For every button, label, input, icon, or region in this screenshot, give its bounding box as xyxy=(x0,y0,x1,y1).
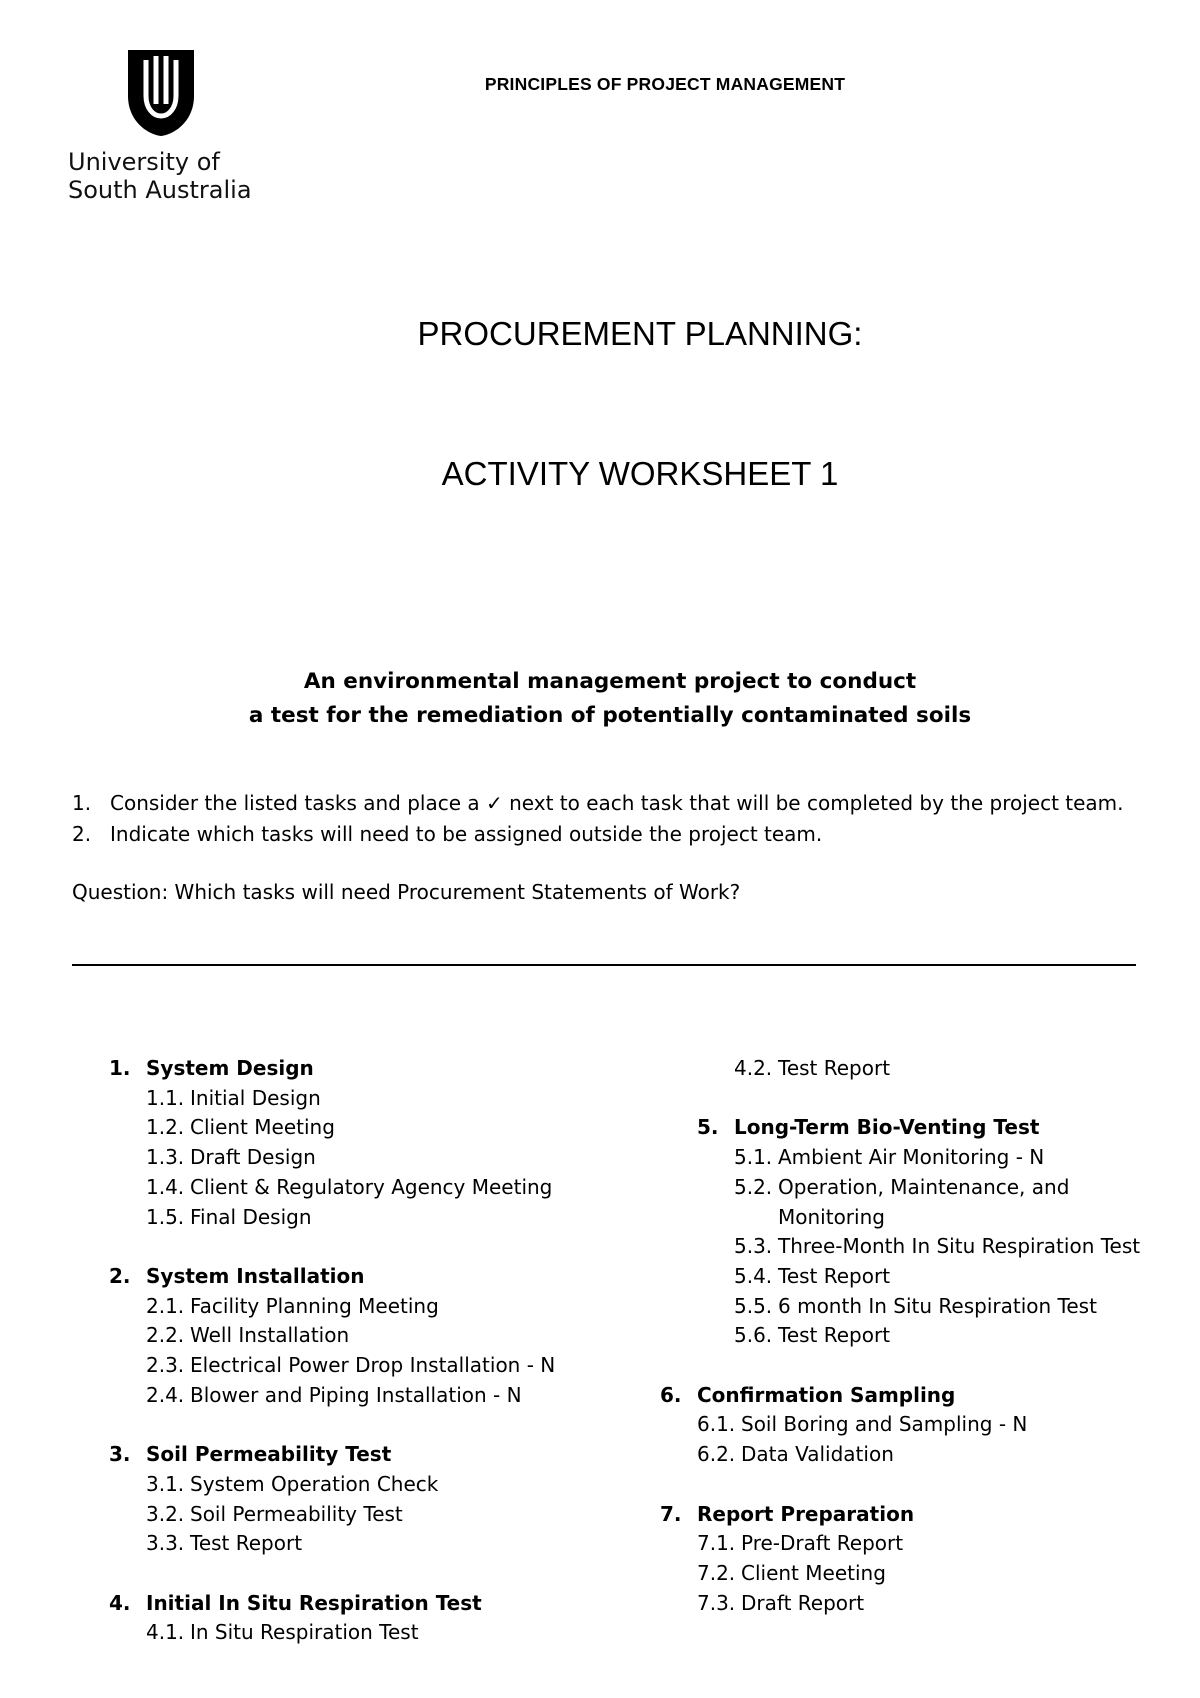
section-title: Report Preparation xyxy=(697,1501,915,1526)
task-number: 2.3. xyxy=(146,1353,185,1378)
section-heading xyxy=(109,1440,649,1470)
instruction-text: Consider the listed tasks and place a ✓ next to each task that will be completed by the project team. xyxy=(110,791,1124,815)
task-number: 5.3. xyxy=(734,1234,773,1259)
task-number: 5.6. xyxy=(734,1323,773,1348)
task-label: Test Report xyxy=(778,1263,891,1288)
task-item xyxy=(660,1292,1160,1322)
task-item xyxy=(660,1321,1160,1351)
task-number: 1.3. xyxy=(146,1145,185,1170)
section-title: Soil Permeability Test xyxy=(146,1442,392,1467)
task-item xyxy=(109,1529,649,1559)
task-item xyxy=(660,1410,1160,1440)
task-number: 2.4. xyxy=(146,1382,185,1407)
instruction-number: 2. xyxy=(72,822,92,846)
task-item xyxy=(660,1559,1160,1589)
section-number: 4. xyxy=(109,1590,131,1615)
logo-text xyxy=(68,148,252,204)
task-item xyxy=(660,1589,1160,1619)
task-item xyxy=(109,1084,649,1114)
task-item xyxy=(660,1440,1160,1470)
task-list-left xyxy=(109,1054,649,1648)
task-label: Client Meeting xyxy=(741,1560,886,1585)
task-label: Test Report xyxy=(190,1531,303,1556)
task-item xyxy=(660,1529,1160,1559)
task-number: 4.1. xyxy=(146,1620,185,1645)
task-item xyxy=(109,1321,649,1351)
task-label: Data Validation xyxy=(741,1442,894,1467)
section-title: Confirmation Sampling xyxy=(697,1382,956,1407)
section-heading xyxy=(109,1262,649,1292)
task-number: 6.1. xyxy=(697,1412,736,1437)
question-text: Question: Which tasks will need Procurement Statements of Work? xyxy=(72,880,741,904)
section-number: 5. xyxy=(697,1115,719,1140)
task-number: 3.2. xyxy=(146,1501,185,1526)
instruction-number: 1. xyxy=(72,791,92,815)
task-number: 5.5. xyxy=(734,1293,773,1318)
task-number: 1.5. xyxy=(146,1204,185,1229)
university-logo xyxy=(68,48,258,208)
section-title: System Installation xyxy=(146,1263,365,1288)
task-label: Electrical Power Drop Installation - N xyxy=(190,1353,556,1378)
task-label: Test Report xyxy=(778,1323,891,1348)
section-number: 2. xyxy=(109,1263,131,1288)
section-heading xyxy=(660,1500,1160,1530)
task-label: Three-Month In Situ Respiration Test xyxy=(778,1234,1141,1259)
task-number: 3.3. xyxy=(146,1531,185,1556)
section-number: 6. xyxy=(660,1382,682,1407)
task-label: 6 month In Situ Respiration Test xyxy=(778,1293,1097,1318)
task-label: Well Installation xyxy=(190,1323,350,1348)
task-number: 1.2. xyxy=(146,1115,185,1140)
task-label: Pre-Draft Report xyxy=(741,1531,904,1556)
task-list-right xyxy=(660,1054,1160,1618)
section-heading xyxy=(109,1589,649,1619)
course-title: PRINCIPLES OF PROJECT MANAGEMENT xyxy=(484,74,846,94)
section-number: 1. xyxy=(109,1056,131,1080)
task-label: Client Meeting xyxy=(190,1115,335,1140)
section-number: 7. xyxy=(660,1501,682,1526)
task-item xyxy=(109,1351,649,1381)
section-title: Initial In Situ Respiration Test xyxy=(146,1590,482,1615)
task-label: Facility Planning Meeting xyxy=(190,1293,439,1318)
task-label: Operation, Maintenance, and Monitoring xyxy=(778,1174,1070,1229)
task-item xyxy=(660,1173,1160,1232)
task-number: 3.1. xyxy=(146,1471,185,1496)
worksheet-title: ACTIVITY WORKSHEET 1 xyxy=(441,455,839,492)
task-item xyxy=(109,1381,649,1411)
task-item xyxy=(109,1500,649,1530)
task-number: 5.2. xyxy=(734,1174,773,1199)
section-heading xyxy=(660,1113,1160,1143)
task-number: 1.4. xyxy=(146,1174,185,1199)
task-item xyxy=(109,1292,649,1322)
instruction-item xyxy=(72,819,1152,850)
task-item xyxy=(109,1470,649,1500)
task-label: System Operation Check xyxy=(190,1471,439,1496)
task-item xyxy=(109,1113,649,1143)
logo-line-2: South Australia xyxy=(68,176,252,204)
task-item xyxy=(660,1054,1160,1084)
task-number: 1.1. xyxy=(146,1085,185,1110)
task-item xyxy=(109,1143,649,1173)
task-number: 6.2. xyxy=(697,1442,736,1467)
task-label: Client & Regulatory Agency Meeting xyxy=(190,1174,553,1199)
instruction-item xyxy=(72,788,1152,819)
section-title: Long-Term Bio-Venting Test xyxy=(734,1115,1040,1140)
task-number: 5.1. xyxy=(734,1145,773,1170)
task-item xyxy=(660,1143,1160,1173)
document-title: PROCUREMENT PLANNING: xyxy=(417,315,863,352)
task-number: 2.2. xyxy=(146,1323,185,1348)
task-item xyxy=(109,1173,649,1203)
task-number: 7.2. xyxy=(697,1560,736,1585)
section-number: 3. xyxy=(109,1442,131,1467)
logo-line-1: University of xyxy=(68,148,220,176)
task-label: Ambient Air Monitoring - N xyxy=(778,1145,1045,1170)
task-label: Test Report xyxy=(778,1056,891,1080)
task-number: 2.1. xyxy=(146,1293,185,1318)
section-heading xyxy=(109,1054,649,1084)
section-title: System Design xyxy=(146,1056,314,1080)
task-label: Soil Permeability Test xyxy=(190,1501,403,1526)
task-label: Draft Report xyxy=(741,1590,865,1615)
subtitle-line-2: a test for the remediation of potentially contaminated soils xyxy=(248,703,972,728)
task-item xyxy=(109,1203,649,1233)
task-number: 5.4. xyxy=(734,1263,773,1288)
answer-line xyxy=(72,964,1136,966)
task-number: 7.1. xyxy=(697,1531,736,1556)
instructions-list xyxy=(72,788,1152,850)
task-item xyxy=(109,1618,649,1648)
task-item xyxy=(660,1262,1160,1292)
project-description xyxy=(0,665,1200,733)
instruction-text: Indicate which tasks will need to be assigned outside the project team. xyxy=(110,822,823,846)
task-label: Soil Boring and Sampling - N xyxy=(741,1412,1028,1437)
section-heading xyxy=(660,1381,1160,1411)
task-label: In Situ Respiration Test xyxy=(190,1620,419,1645)
subtitle-line-1: An environmental management project to conduct xyxy=(303,669,917,694)
task-label: Blower and Piping Installation - N xyxy=(190,1382,522,1407)
task-label: Draft Design xyxy=(190,1145,316,1170)
task-number: 7.3. xyxy=(697,1590,736,1615)
task-label: Initial Design xyxy=(190,1085,321,1110)
task-item xyxy=(660,1232,1160,1262)
task-number: 4.2. xyxy=(734,1056,773,1080)
task-label: Final Design xyxy=(190,1204,312,1229)
